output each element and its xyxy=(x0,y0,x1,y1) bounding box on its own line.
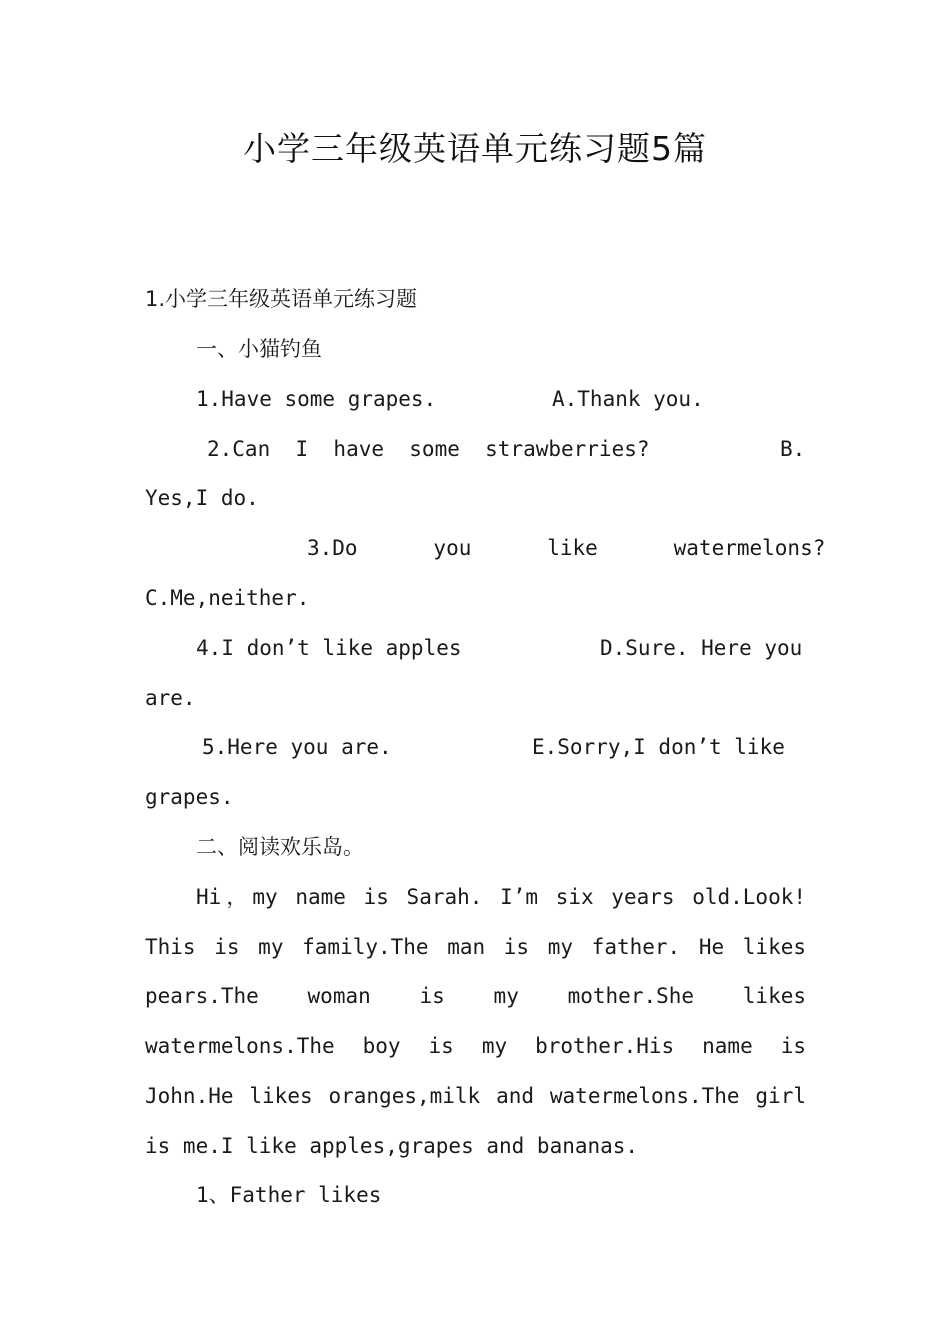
passage-line: This is my family.The man is my father. He likes xyxy=(145,935,806,959)
item4-answer-cont: are. xyxy=(145,686,196,710)
item3-question: 3.Do you like watermelons? xyxy=(307,536,826,560)
item5-answer-cont: grapes. xyxy=(145,785,234,809)
item2-question: 2.Can I have some strawberries? xyxy=(207,437,650,461)
item4-question: 4.I don’t like apples xyxy=(196,636,462,660)
item5-question: 5.Here you are. xyxy=(202,735,392,759)
item2-answer: B. xyxy=(780,437,806,461)
item4-answer: D.Sure. Here you xyxy=(600,636,803,660)
item1-answer: A.Thank you. xyxy=(552,387,704,411)
question-1: 1、Father likes xyxy=(196,1183,382,1207)
item2-answer-cont: Yes,I do. xyxy=(145,486,259,510)
item5-answer: E.Sorry,I don’t like xyxy=(532,735,785,759)
part2-heading: 二、阅读欢乐岛。 xyxy=(196,835,364,859)
passage-line: pears.The woman is my mother.She likes xyxy=(145,984,806,1008)
passage-line: John.He likes oranges,milk and watermelons.The girl xyxy=(145,1084,806,1108)
passage-last-line: is me.I like apples,grapes and bananas. xyxy=(145,1134,639,1158)
section-heading: 1.小学三年级英语单元练习题 xyxy=(145,287,418,311)
passage-line: Hi，my name is Sarah. I’m six years old.Look! xyxy=(196,885,806,909)
document-title: 小学三年级英语单元练习题5篇 xyxy=(243,129,707,168)
item3-answer-cont: C.Me,neither. xyxy=(145,586,310,610)
passage-line: watermelons.The boy is my brother.His name is xyxy=(145,1034,806,1058)
part1-heading: 一、小猫钓鱼 xyxy=(196,337,322,361)
item1-question: 1.Have some grapes. xyxy=(196,387,437,411)
